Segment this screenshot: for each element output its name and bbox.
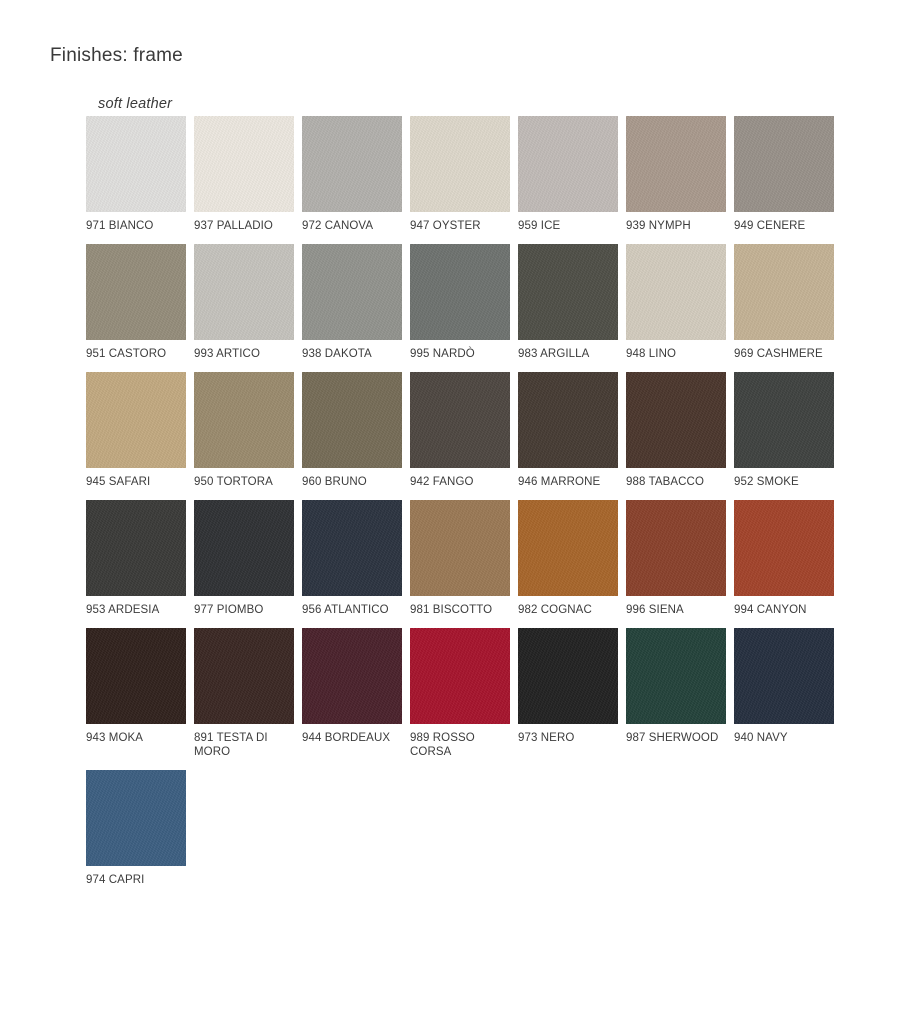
swatch-cell[interactable] — [518, 500, 618, 617]
swatch-chip[interactable] — [734, 500, 834, 596]
swatch-cell[interactable] — [302, 500, 402, 617]
swatch-chip[interactable] — [518, 500, 618, 596]
swatch-cell[interactable] — [302, 628, 402, 759]
swatch-cell[interactable] — [626, 244, 726, 361]
swatch-chip[interactable] — [302, 244, 402, 340]
swatch-cell[interactable] — [194, 116, 294, 233]
swatch-caption: 943 MOKA — [86, 732, 144, 744]
swatch-caption: 960 BRUNO — [302, 476, 367, 488]
swatch-cell[interactable] — [302, 244, 402, 361]
swatch-cell[interactable] — [626, 628, 726, 759]
swatch-cell[interactable] — [410, 628, 510, 759]
swatch-caption: 969 CASHMERE — [734, 348, 823, 360]
swatch-chip[interactable] — [626, 628, 726, 724]
swatch-row — [86, 628, 876, 759]
swatch-cell[interactable] — [518, 372, 618, 489]
swatch-chip[interactable] — [518, 244, 618, 340]
swatch-cell[interactable] — [86, 244, 186, 361]
swatch-chip[interactable] — [410, 244, 510, 340]
swatch-cell[interactable] — [626, 116, 726, 233]
swatch-cell[interactable] — [734, 244, 834, 361]
swatch-caption: 981 BISCOTTO — [410, 604, 493, 616]
swatch-cell[interactable] — [626, 372, 726, 489]
swatch-chip[interactable] — [410, 116, 510, 212]
swatch-caption: 942 FANGO — [410, 476, 474, 488]
swatch-caption: 996 SIENA — [626, 604, 684, 616]
swatch-caption: 949 CENERE — [734, 220, 806, 232]
swatch-chip[interactable] — [626, 244, 726, 340]
swatch-caption: 994 CANYON — [734, 604, 807, 616]
swatch-cell[interactable] — [86, 372, 186, 489]
swatch-chip[interactable] — [86, 244, 186, 340]
swatch-caption: 944 BORDEAUX — [302, 732, 391, 744]
swatch-cell[interactable] — [518, 244, 618, 361]
swatch-caption: 950 TORTORA — [194, 476, 273, 488]
swatch-chip[interactable] — [734, 628, 834, 724]
swatch-row — [86, 116, 876, 233]
swatch-chip[interactable] — [518, 628, 618, 724]
swatch-chip[interactable] — [194, 628, 294, 724]
swatch-cell[interactable] — [194, 372, 294, 489]
swatch-chip[interactable] — [302, 372, 402, 468]
swatch-chip[interactable] — [626, 372, 726, 468]
swatch-caption: 989 ROSSO CORSA — [410, 732, 475, 758]
swatch-caption: 995 NARDÒ — [410, 348, 475, 360]
swatch-caption: 953 ARDESIA — [86, 604, 160, 616]
swatch-chip[interactable] — [302, 628, 402, 724]
swatch-caption: 974 CAPRI — [86, 874, 145, 886]
swatch-caption: 948 LINO — [626, 348, 677, 360]
swatch-chip[interactable] — [518, 372, 618, 468]
swatch-cell[interactable] — [734, 500, 834, 617]
swatch-cell[interactable] — [86, 770, 186, 887]
swatch-cell[interactable] — [86, 116, 186, 233]
swatch-caption: 946 MARRONE — [518, 476, 601, 488]
swatch-caption: 982 COGNAC — [518, 604, 592, 616]
swatch-chip[interactable] — [410, 500, 510, 596]
swatch-chip[interactable] — [194, 372, 294, 468]
swatch-chip[interactable] — [734, 244, 834, 340]
swatch-cell[interactable] — [734, 372, 834, 489]
swatch-cell[interactable] — [410, 500, 510, 617]
swatch-caption: 972 CANOVA — [302, 220, 374, 232]
swatch-cell[interactable] — [86, 500, 186, 617]
swatch-caption: 938 DAKOTA — [302, 348, 372, 360]
swatch-chip[interactable] — [734, 116, 834, 212]
swatch-chip[interactable] — [86, 770, 186, 866]
swatch-caption: 947 OYSTER — [410, 220, 481, 232]
swatch-grid — [86, 116, 876, 898]
swatch-cell[interactable] — [410, 244, 510, 361]
swatch-cell[interactable] — [302, 116, 402, 233]
swatch-caption: 951 CASTORO — [86, 348, 167, 360]
swatch-caption: 973 NERO — [518, 732, 575, 744]
swatch-caption: 971 BIANCO — [86, 220, 154, 232]
swatch-cell[interactable] — [734, 116, 834, 233]
swatch-cell[interactable] — [518, 628, 618, 759]
swatch-caption: 987 SHERWOOD — [626, 732, 719, 744]
swatch-caption: 945 SAFARI — [86, 476, 151, 488]
swatch-row — [86, 770, 876, 887]
swatch-caption: 993 ARTICO — [194, 348, 260, 360]
swatch-cell[interactable] — [410, 116, 510, 233]
swatch-cell[interactable] — [194, 500, 294, 617]
swatch-row — [86, 500, 876, 617]
swatch-caption: 959 ICE — [518, 220, 561, 232]
swatch-cell[interactable] — [518, 116, 618, 233]
swatch-row — [86, 244, 876, 361]
swatch-chip[interactable] — [410, 628, 510, 724]
swatch-caption: 937 PALLADIO — [194, 220, 273, 232]
swatch-chip[interactable] — [194, 244, 294, 340]
swatch-chip[interactable] — [86, 116, 186, 212]
swatch-cell[interactable] — [302, 372, 402, 489]
swatch-caption: 956 ATLANTICO — [302, 604, 389, 616]
swatch-chip[interactable] — [302, 116, 402, 212]
swatch-cell[interactable] — [86, 628, 186, 759]
swatch-caption: 983 ARGILLA — [518, 348, 590, 360]
page-title: Finishes: frame — [50, 45, 183, 66]
swatch-chip[interactable] — [86, 500, 186, 596]
swatch-chip[interactable] — [194, 116, 294, 212]
swatch-chip[interactable] — [410, 372, 510, 468]
swatch-row — [86, 372, 876, 489]
swatch-chip[interactable] — [194, 500, 294, 596]
swatch-chip[interactable] — [302, 500, 402, 596]
swatch-cell[interactable] — [626, 500, 726, 617]
swatch-caption: 939 NYMPH — [626, 220, 691, 232]
swatch-cell[interactable] — [734, 628, 834, 759]
swatch-chip[interactable] — [626, 116, 726, 212]
swatch-cell[interactable] — [194, 244, 294, 361]
swatch-caption: 891 TESTA DI MORO — [194, 732, 268, 758]
swatch-chip[interactable] — [734, 372, 834, 468]
swatch-caption: 977 PIOMBO — [194, 604, 264, 616]
swatch-chip[interactable] — [518, 116, 618, 212]
section-label-soft-leather: soft leather — [98, 96, 173, 112]
swatch-cell[interactable] — [410, 372, 510, 489]
swatch-cell[interactable] — [194, 628, 294, 759]
swatch-caption: 940 NAVY — [734, 732, 788, 744]
swatch-caption: 952 SMOKE — [734, 476, 799, 488]
swatch-chip[interactable] — [86, 628, 186, 724]
swatch-caption: 988 TABACCO — [626, 476, 705, 488]
swatch-chip[interactable] — [626, 500, 726, 596]
swatch-chip[interactable] — [86, 372, 186, 468]
